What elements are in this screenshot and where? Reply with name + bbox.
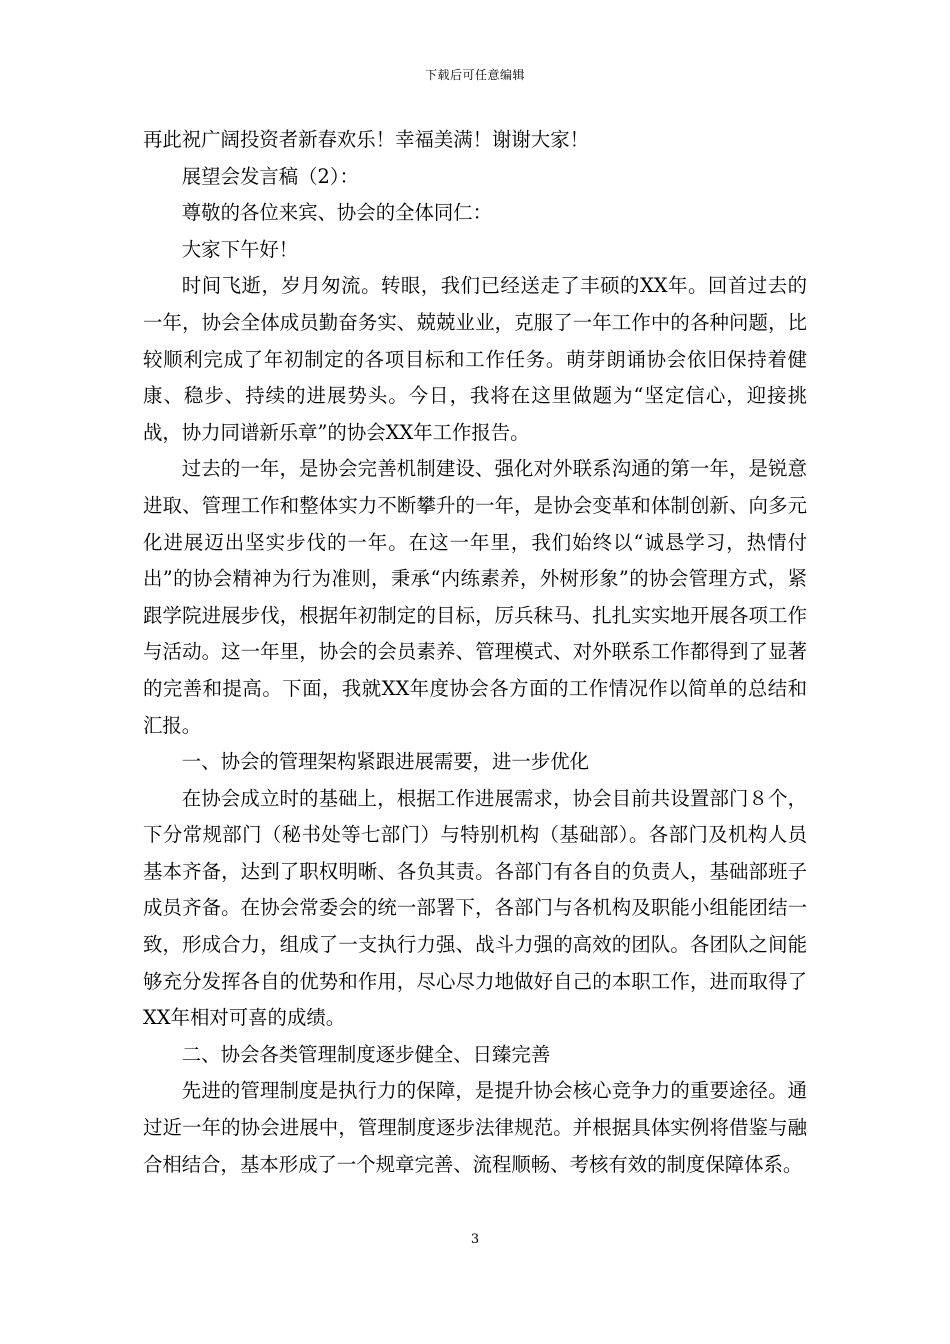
paragraph-greeting: 大家下午好！ xyxy=(181,237,299,261)
paragraph-section-2: 先进的管理制度是执行力的保障，是提升协会核心竞争力的重要途径。通过近一年的协会进展中，管理制度逐步法律规范。并根据具体实例将借鉴与融合相结合，基本形成了一个规章完善、流程顺畅、考核有效的制度保障体系。 xyxy=(143,1079,807,1176)
paragraph-closing-wishes: 再此祝广阔投资者新春欢乐！幸福美满！谢谢大家！ xyxy=(143,128,589,151)
paragraph-speech-title: 展望会发言稿（2）： xyxy=(181,164,359,188)
section-heading-1: 一、协会的管理架构紧跟进展需要，进一步优化 xyxy=(181,750,589,774)
section-heading-2: 二、协会各类管理制度逐步健全、日臻完善 xyxy=(181,1042,551,1066)
paragraph-section-1: 在协会成立时的基础上，根据工作进展需求，协会目前共设置部门８个，下分常规部门（秘书处等七部门）与特别机构（基础部）。各部门及机构人员基本齐备，达到了职权明晰、各负其责。各部门有各自的负责人，基础部班子成员齐备。在协会常委会的统一部署下，各部门与各机构及职能小组能团结一致，形成合力，组成了一支执行力强、战斗力强的高效的团队。各团队之间能够充分发挥各自的优势和作用，尽心尽力地做好自己的本职工作，进而取得了XX年相对可喜的成绩。 xyxy=(143,786,807,1030)
paragraph-year-review: 过去的一年，是协会完善机制建设、强化对外联系沟通的第一年，是锐意进取、管理工作和整体实力不断攀升的一年，是协会变革和体制创新、向多元化进展迈出坚实步伐的一年。在这一年里，我们始终以“诚恳学习，热情付出”的协会精神为行为准则，秉承“内练素养，外树形象”的协会管理方式，紧跟学院进展步伐，根据年初制定的目标，厉兵秣马、扎扎实实地开展各项工作与活动。这一年里，协会的会员素养、管理模式、对外联系工作都得到了显著的完善和提高。下面，我就XX年度协会各方面的工作情况作以简单的总结和汇报。 xyxy=(143,457,807,737)
paragraph-salutation: 尊敬的各位来宾、协会的全体同仁： xyxy=(181,201,493,225)
page-number: 3 xyxy=(470,1232,480,1247)
paragraph-intro: 时间飞逝，岁月匆流。转眼，我们已经送走了丰硕的XX年。回首过去的一年，协会全体成员勤奋务实、兢兢业业，克服了一年工作中的各种问题，比较顺利完成了年初制定的各项目标和工作任务。萌芽朗诵协会依旧保持着健康、稳步、持续的进展势头。今日，我将在这里做题为“坚定信心，迎接挑战，协力同谱新乐章”的协会XX年工作报告。 xyxy=(143,274,807,444)
document-body xyxy=(143,122,807,1183)
page-header: 下载后可任意编辑 xyxy=(424,68,525,82)
